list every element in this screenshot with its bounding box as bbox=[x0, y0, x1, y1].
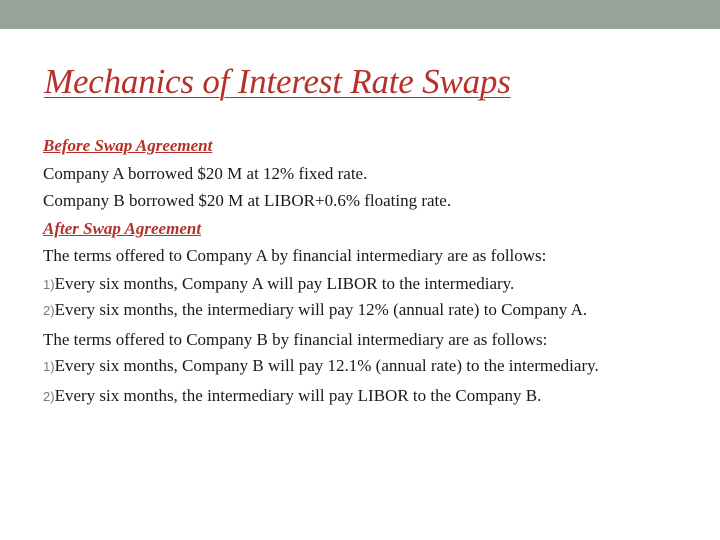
list-number: 1) bbox=[43, 276, 55, 292]
list-item bbox=[43, 354, 683, 378]
top-decorative-bar bbox=[0, 0, 720, 29]
list-item-text: Every six months, Company B will pay 12.1% (annual rate) to the intermediary. bbox=[54, 355, 599, 375]
list-number: 1) bbox=[43, 358, 55, 374]
list-item-text: Every six months, the intermediary will pay 12% (annual rate) to Company A. bbox=[54, 300, 588, 319]
slide-title: Mechanics of Interest Rate Swaps bbox=[44, 62, 511, 101]
company-b-terms-intro: The terms offered to Company B by financial intermediary are as follows: bbox=[43, 330, 548, 349]
list-item bbox=[43, 382, 683, 411]
company-a-borrowing-line: Company A borrowed $20 M at 12% fixed rate. bbox=[43, 163, 368, 183]
list-item-text: Every six months, Company A will pay LIBOR to the intermediary. bbox=[54, 273, 515, 293]
company-a-terms-intro: The terms offered to Company A by financial intermediary are as follows: bbox=[43, 246, 547, 265]
list-item-text: Every six months, the intermediary will pay LIBOR to the Company B. bbox=[54, 385, 542, 405]
list-number: 2) bbox=[43, 388, 55, 404]
list-item bbox=[43, 298, 683, 322]
list-number: 2) bbox=[43, 303, 55, 318]
company-b-borrowing-line: Company B borrowed $20 M at LIBOR+0.6% floating rate. bbox=[43, 191, 452, 210]
before-swap-heading: Before Swap Agreement bbox=[43, 136, 213, 155]
slide-body bbox=[43, 132, 683, 410]
list-item bbox=[43, 270, 683, 299]
after-swap-heading: After Swap Agreement bbox=[43, 218, 202, 238]
